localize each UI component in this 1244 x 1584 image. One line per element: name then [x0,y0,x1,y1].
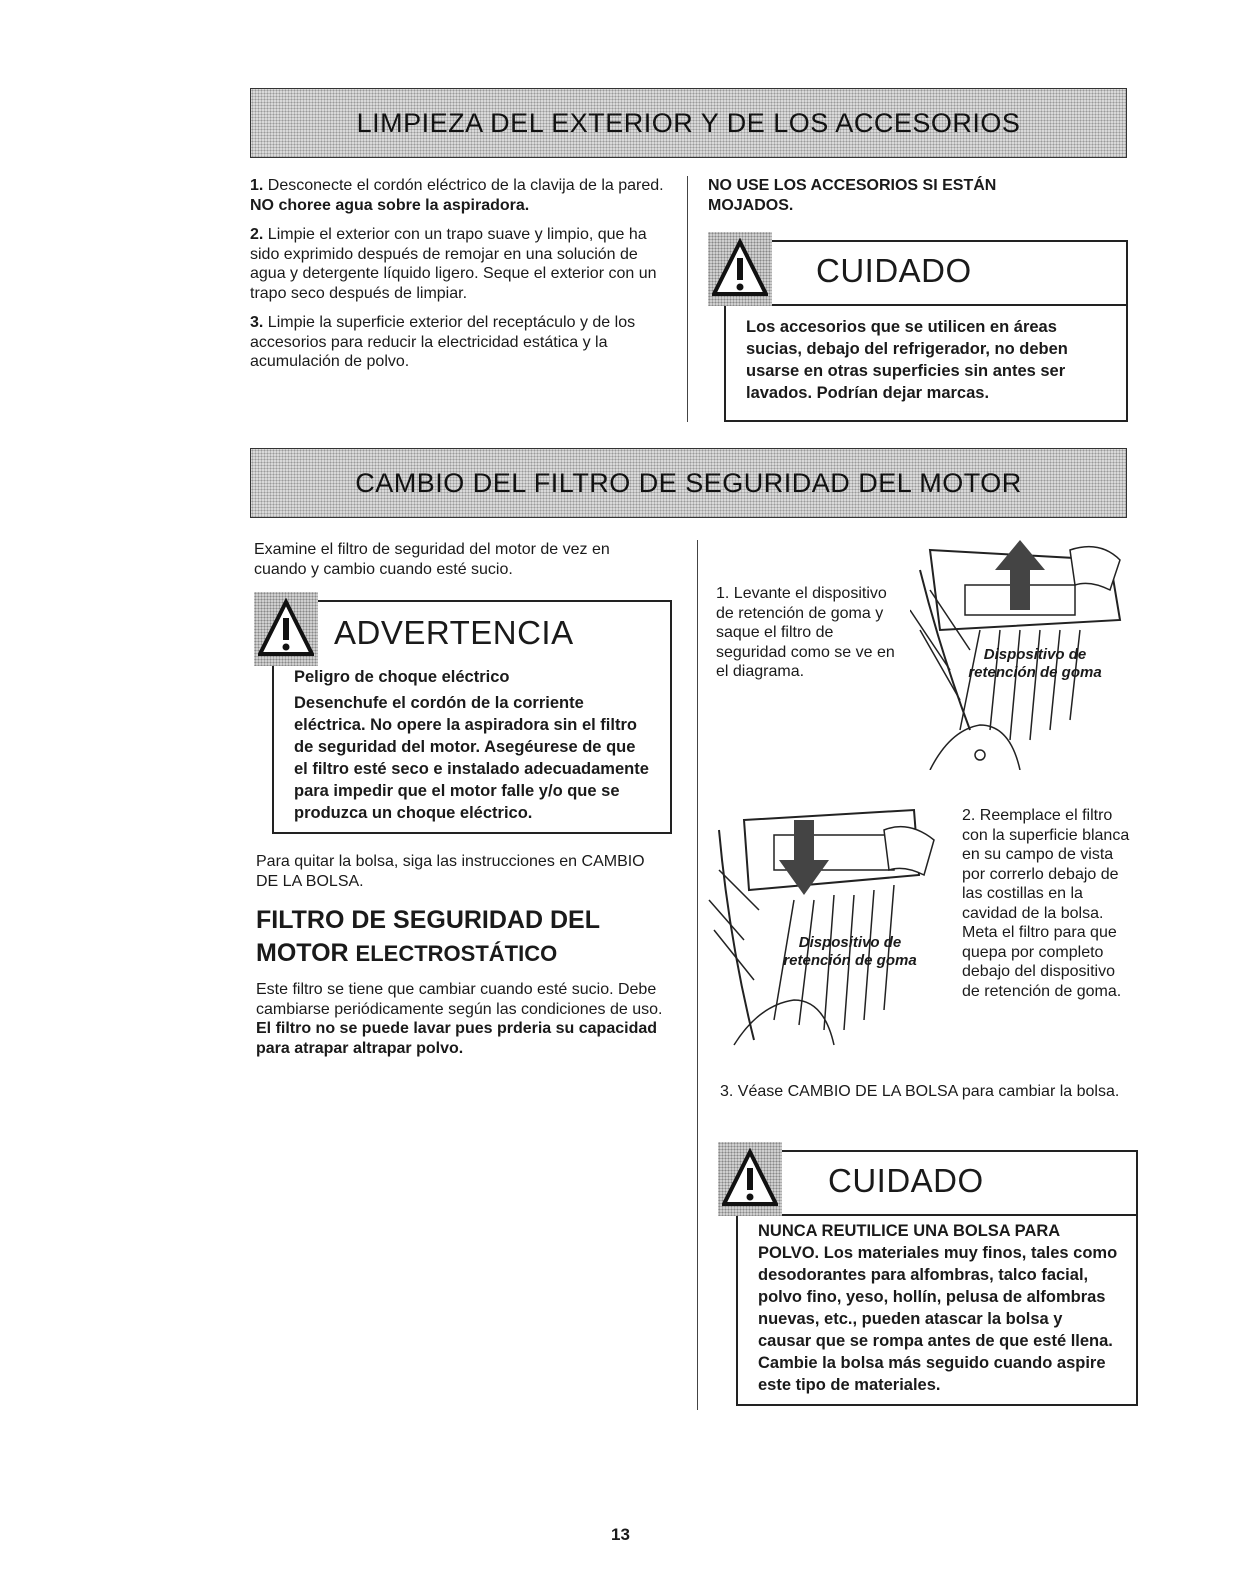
section-title: CAMBIO DEL FILTRO DE SEGURIDAD DEL MOTOR [355,467,1022,498]
warning-subtitle: Peligro de choque eléctrico [294,668,510,686]
column-divider [687,176,688,422]
caution-title: CUIDADO [828,1162,984,1199]
caution-header [726,242,1126,306]
filter-description: Este filtro se tiene que cambiar cuando esté sucio. Debe cambiarse periódicamente según las condiciones de uso. El filtro no se puede lavar pues prderia su capacidad para atrapar altrapar polvo. [256,981,663,1057]
section-banner-filter [250,448,1127,518]
section-title: LIMPIEZA DEL EXTERIOR Y DE LOS ACCESORIOS [356,107,1021,138]
caution-header [738,1152,1136,1216]
caution-body: Los accesorios que se utilicen en áreas sucias, debajo del refrigerador, no deben usarse en otras superficies sin antes ser lavados. Podrían dejar marcas. [746,318,1068,402]
caution-body: NUNCA REUTILICE UNA BOLSA PARA POLVO. Los materiales muy finos, tales como desodorantes para alfombras, talco facial, polvo fino, yeso, hollín, pelusa de alfombras nuevas, etc., pueden atascar la bolsa y causar que se rompa antes de que esté llena. Cambie la bolsa más seguido cuando aspire este tipo de materiales. [758,1222,1118,1394]
cleaning-steps [250,176,670,382]
filter-install-diagram [704,800,954,1050]
warning-triangle-icon [254,592,318,666]
filter-step-3: 3. Véase CAMBIO DE LA BOLSA para cambiar la bolsa. [720,1083,1120,1100]
page-number: 13 [611,1525,630,1544]
warning-box-shock [272,600,672,834]
warning-title: ADVERTENCIA [334,614,574,651]
caution-box-accessories [724,240,1128,422]
filter-step-2: 2. Reemplace el filtro con la superficie blanca en su campo de vista por correrlo debajo de las costillas en la cavidad de la bolsa. Meta el filtro para que quepa por completo debajo del dispositivo de retención de goma. [962,807,1130,1000]
warning-body: Desenchufe el cordón de la corriente eléctrica. No opere la aspiradora sin el filtro de seguridad del motor. Asegéurese de que el filtro esté seco e instalado adecuadamente para impedir que el motor falle y/o que se produzca un choque eléctrico. [294,694,649,822]
section-banner-cleaning [250,88,1127,158]
diagram-caption: Dispositivo de retención de goma [968,646,1102,681]
caution-title: CUIDADO [816,252,972,289]
warning-triangle-icon [718,1142,782,1216]
filter-step-1: 1. Levante el dispositivo de retención de goma y saque el filtro de seguridad como se ve en el diagrama. [716,585,895,680]
cleaning-step-3: 3. Limpie la superficie exterior del receptáculo y de los accesorios para reducir la electricidad estática y la acumulación de polvo. [250,314,636,370]
cleaning-step-1: 1. Desconecte el cordón eléctrico de la clavija de la pared. NO choree agua sobre la aspiradora. [250,177,664,214]
caution-box-bag [736,1150,1138,1406]
filter-intro: Examine el filtro de seguridad del motor de vez en cuando y cambio cuando esté sucio. [254,541,610,578]
column-divider [697,540,698,1410]
bag-note: Para quitar la bolsa, siga las instrucciones en CAMBIO DE LA BOLSA. [256,853,645,890]
filter-heading: FILTRO DE SEGURIDAD DEL MOTOR ELECTROSTÁTICO [256,906,600,967]
warning-triangle-icon [708,232,772,306]
cleaning-step-2: 2. Limpie el exterior con un trapo suave y limpio, que ha sido exprimido después de remojar en una solución de agua y detergente líquido ligero. Seque el exterior con un trapo seco después de limpiar. [250,226,657,302]
diagram-caption: Dispositivo de retención de goma [783,934,917,969]
accessories-note: NO USE LOS ACCESORIOS SI ESTÁN MOJADOS. [708,177,997,214]
